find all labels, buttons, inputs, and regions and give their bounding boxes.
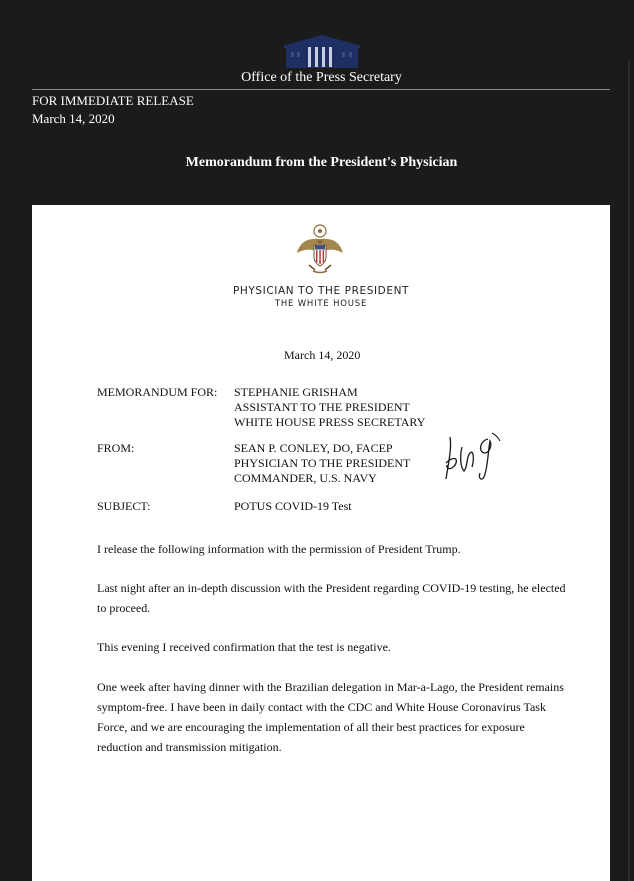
sender-line: SEAN P. CONLEY, DO, FACEP (234, 441, 393, 455)
letterhead-subtitle: THE WHITE HOUSE (274, 299, 368, 309)
sender-line: PHYSICIAN TO THE PRESIDENT (234, 456, 411, 470)
memo-paragraph: I release the following information with the permission of President Trump. (97, 542, 461, 556)
memo-document (32, 205, 610, 881)
white-house-icon (282, 33, 362, 69)
recipient-line: WHITE HOUSE PRESS SECRETARY (234, 415, 426, 429)
release-info (32, 92, 194, 128)
memo-subject: POTUS COVID-19 Test (234, 499, 352, 513)
handwritten-signature-icon (444, 427, 504, 483)
release-date: March 14, 2020 (32, 111, 115, 126)
memo-paragraph: This evening I received confirmation that the test is negative. (97, 640, 391, 654)
recipient-line: ASSISTANT TO THE PRESIDENT (234, 400, 410, 414)
press-release-header (0, 0, 634, 205)
memo-title: Memorandum from the President's Physician (185, 155, 458, 170)
sender-line: COMMANDER, U.S. NAVY (234, 471, 377, 485)
letterhead-title: PHYSICIAN TO THE PRESIDENT (232, 285, 410, 297)
memo-from-sender (234, 441, 410, 486)
recipient-line: STEPHANIE GRISHAM (234, 385, 358, 399)
header-divider (32, 89, 610, 90)
presidential-seal-icon (295, 223, 345, 275)
memo-subject-label: SUBJECT: (97, 499, 151, 513)
memo-from-label: FROM: (97, 441, 135, 455)
memo-paragraph: Last night after an in-depth discussion with the President regarding COVID-19 testing, he elected to proceed. (97, 581, 566, 615)
release-label: FOR IMMEDIATE RELEASE (32, 93, 194, 108)
memo-for-label: MEMORANDUM FOR: (97, 385, 218, 399)
memo-date: March 14, 2020 (284, 348, 361, 362)
office-name: Office of the Press Secretary (241, 70, 402, 85)
memo-for-recipient (234, 385, 425, 430)
page-edge (628, 60, 630, 881)
memo-paragraph: One week after having dinner with the Brazilian delegation in Mar-a-Lago, the President remains symptom-free. I have been in daily contact with the CDC and White House Coronavirus Task Force, and we are encouraging the implementation of all their best practices for exposure reduction and transmission mitigation. (97, 680, 564, 754)
